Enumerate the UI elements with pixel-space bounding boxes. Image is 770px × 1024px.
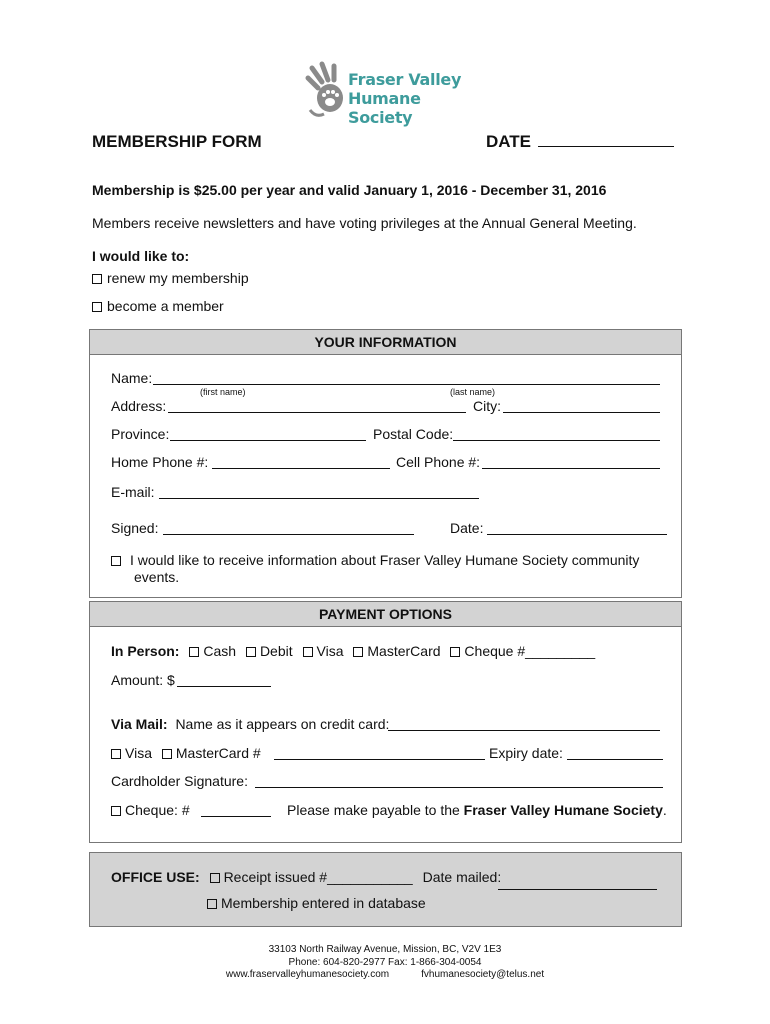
mastercard-option[interactable] [353, 643, 440, 659]
office-use-row [111, 869, 501, 885]
mail-cheque-option[interactable] [111, 802, 190, 818]
expiry-field[interactable] [567, 759, 663, 760]
mastercard-label: MasterCard [367, 643, 441, 659]
footer-phone: Phone: 604-820-2977 Fax: 1-866-304-0054 [288, 957, 482, 968]
renew-label: renew my membership [107, 270, 249, 286]
signed-label: Signed: [111, 520, 159, 536]
province-field[interactable] [170, 440, 366, 441]
community-label-1: I would like to receive information about Fraser Valley Humane Society community [130, 552, 640, 568]
become-label: become a member [107, 298, 224, 314]
expiry-label: Expiry date: [489, 745, 563, 761]
community-checkbox[interactable] [111, 556, 121, 566]
logo-line-1: Fraser Valley [348, 70, 462, 89]
in-person-row [111, 643, 595, 659]
entered-checkbox[interactable] [207, 899, 217, 909]
receipt-option[interactable] [210, 869, 413, 885]
debit-label: Debit [259, 643, 293, 659]
amount-label: Amount: $ [111, 672, 175, 688]
signature-field[interactable] [163, 534, 414, 535]
mail-mastercard-checkbox[interactable] [162, 749, 172, 759]
entered-option[interactable] [207, 895, 426, 911]
footer-email[interactable]: fvhumanesociety@telus.net [421, 969, 545, 980]
date-mailed-label: Date mailed: [422, 869, 502, 885]
mail-visa-option[interactable] [111, 745, 152, 761]
visa-option[interactable] [303, 643, 344, 659]
logo-line-2: Humane Society [348, 89, 421, 127]
email-label: E-mail: [111, 484, 155, 500]
cash-checkbox[interactable] [189, 647, 199, 657]
renew-option[interactable] [92, 270, 249, 286]
office-use-label: OFFICE USE: [111, 869, 200, 885]
cash-option[interactable] [189, 643, 236, 659]
home-phone-label: Home Phone #: [111, 454, 209, 470]
payable-prefix: Please make payable to the [287, 802, 464, 818]
members-info: Members receive newsletters and have voting privileges at the Annual General Meeting. [92, 215, 637, 231]
email-field[interactable] [159, 498, 479, 499]
payable-org: Fraser Valley Humane Society [463, 802, 663, 818]
cheque-checkbox[interactable] [450, 647, 460, 657]
mail-cheque-number-field[interactable] [201, 816, 271, 817]
cheque-number-label: Cheque #_________ [464, 643, 596, 659]
postal-code-field[interactable] [453, 440, 660, 441]
community-label-2: events. [134, 569, 180, 585]
footer-address: 33103 North Railway Avenue, Mission, BC, V2V 1E3 [268, 944, 502, 955]
mail-visa-checkbox[interactable] [111, 749, 121, 759]
amount-field[interactable] [177, 686, 271, 687]
city-field[interactable] [503, 412, 660, 413]
name-on-card-field[interactable] [388, 730, 660, 731]
membership-terms: Membership is $25.00 per year and valid January 1, 2016 - December 31, 2016 [92, 182, 607, 198]
cell-phone-field[interactable] [482, 468, 660, 469]
name-field[interactable] [153, 384, 660, 385]
home-phone-field[interactable] [212, 468, 390, 469]
info-date-field[interactable] [487, 534, 667, 535]
your-information-heading: YOUR INFORMATION [90, 330, 681, 355]
date-field[interactable] [538, 146, 674, 147]
mail-mastercard-option[interactable] [162, 745, 261, 761]
become-option[interactable] [92, 298, 224, 314]
community-option[interactable] [111, 552, 639, 568]
cash-label: Cash [203, 643, 237, 659]
footer-contact [0, 969, 770, 981]
visa-label: Visa [316, 643, 344, 659]
form-title: MEMBERSHIP FORM [92, 132, 262, 151]
last-name-hint: (last name) [450, 387, 496, 397]
mail-card-row [111, 745, 261, 761]
city-label: City: [473, 398, 501, 414]
in-person-label: In Person: [111, 643, 180, 659]
card-number-field[interactable] [274, 759, 485, 760]
receipt-label: Receipt issued #___________ [223, 869, 413, 885]
visa-checkbox[interactable] [303, 647, 313, 657]
postal-code-label: Postal Code: [373, 426, 454, 442]
debit-checkbox[interactable] [246, 647, 256, 657]
via-mail-label: Via Mail: [111, 716, 168, 732]
mail-cheque-label: Cheque: # [125, 802, 190, 818]
name-label: Name: [111, 370, 153, 386]
date-label: DATE [486, 132, 532, 151]
date-mailed-field[interactable] [498, 889, 657, 890]
first-name-hint: (first name) [200, 387, 246, 397]
mail-cheque-checkbox[interactable] [111, 806, 121, 816]
renew-checkbox[interactable] [92, 274, 102, 284]
mail-mastercard-label: MasterCard # [175, 745, 261, 761]
paw-hand-icon [302, 58, 350, 122]
entered-label: Membership entered in database [221, 895, 426, 911]
cheque-option[interactable] [450, 643, 595, 659]
cardholder-label: Cardholder Signature: [111, 773, 248, 789]
info-date-label: Date: [450, 520, 484, 536]
cardholder-signature-field[interactable] [255, 787, 663, 788]
address-field[interactable] [168, 412, 466, 413]
name-on-card-label: Name as it appears on credit card: [175, 716, 390, 732]
payable-suffix: . [662, 802, 667, 818]
cell-phone-label: Cell Phone #: [396, 454, 481, 470]
province-label: Province: [111, 426, 170, 442]
footer-website[interactable]: www.fraservalleyhumanesociety.com [225, 969, 390, 980]
payable-note [287, 802, 667, 818]
logo [302, 58, 482, 126]
debit-option[interactable] [246, 643, 293, 659]
receipt-checkbox[interactable] [210, 873, 220, 883]
become-checkbox[interactable] [92, 302, 102, 312]
mail-visa-label: Visa [125, 745, 152, 761]
via-mail-row [111, 716, 389, 732]
address-label: Address: [111, 398, 167, 414]
would-like-label: I would like to: [92, 248, 190, 264]
mastercard-checkbox[interactable] [353, 647, 363, 657]
payment-options-heading: PAYMENT OPTIONS [90, 602, 681, 627]
